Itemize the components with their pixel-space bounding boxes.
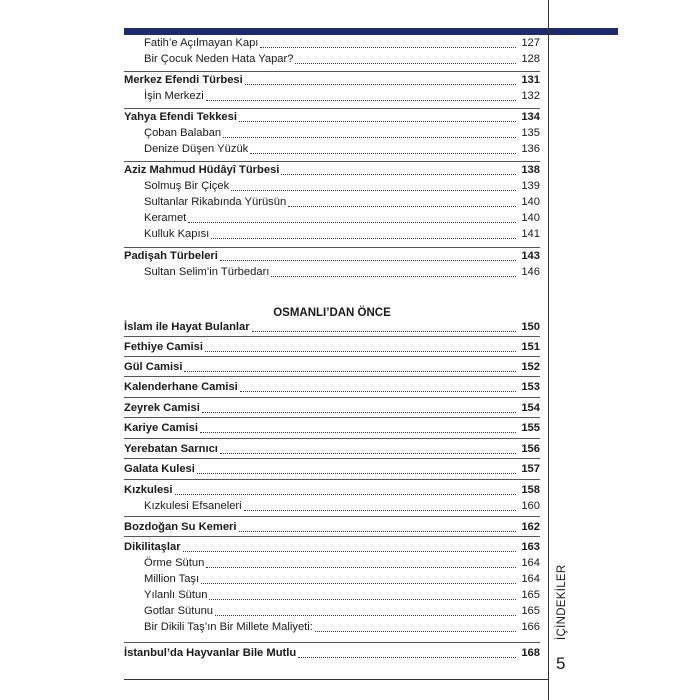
- leader-dots: [220, 250, 516, 261]
- toc-entry-title: Denize Düşen Yüzük: [144, 143, 249, 155]
- leader-dots: [315, 621, 516, 632]
- leader-dots: [288, 196, 516, 207]
- toc-entry: [124, 72, 540, 87]
- toc-entry-title: Dikilitaşlar: [124, 541, 181, 553]
- toc-entry-title: Yerebatan Sarnıcı: [124, 443, 218, 455]
- leader-dots: [183, 541, 516, 552]
- toc-entry-title: Sultan Selim’in Türbedarı: [144, 266, 270, 278]
- toc-entry-title: Merkez Efendi Türbesi: [124, 74, 243, 86]
- leader-dots: [281, 164, 516, 175]
- toc-entry-title: İslam ile Hayat Bulanlar: [124, 321, 250, 333]
- toc-entry-title: Bir Çocuk Neden Hata Yapar?: [144, 53, 294, 65]
- toc-entry: [124, 441, 540, 456]
- toc-entry-title: Yılanlı Sütun: [144, 589, 208, 601]
- toc-entry: [124, 226, 540, 241]
- toc-entry-page: 134: [521, 111, 540, 123]
- leader-dots: [206, 557, 516, 568]
- leader-dots: [184, 361, 516, 372]
- toc-entry: [124, 264, 540, 279]
- toc-entry-page: 165: [521, 589, 540, 601]
- toc-entry-title: Sultanlar Rikabında Yürüsün: [144, 196, 287, 208]
- toc-entry-page: 135: [521, 127, 540, 139]
- leader-dots: [240, 381, 516, 392]
- toc-entry-title: Padişah Türbeleri: [124, 250, 218, 262]
- toc-entry: [124, 619, 540, 634]
- toc-entry-page: 150: [521, 321, 540, 333]
- toc-entry-page: 152: [521, 361, 540, 373]
- toc-entry: [124, 498, 540, 513]
- leader-dots: [209, 589, 516, 600]
- toc-entry-title: Bozdoğan Su Kemeri: [124, 521, 237, 533]
- toc-entry: [124, 539, 540, 554]
- toc-entry-title: İşin Merkezi: [144, 90, 204, 102]
- toc-entry: [124, 587, 540, 602]
- leader-dots: [220, 443, 516, 454]
- toc-entry-page: 139: [521, 180, 540, 192]
- toc-entry: [124, 194, 540, 209]
- footer-rule: [124, 679, 548, 680]
- toc-entry-page: 164: [521, 573, 540, 585]
- toc-entry-page: 140: [521, 196, 540, 208]
- entry-separator: [124, 397, 540, 398]
- section-header: OSMANLI’DAN ÖNCE: [273, 307, 391, 319]
- toc-entry: [124, 571, 540, 586]
- toc-entry-title: Aziz Mahmud Hüdâyî Türbesi: [124, 164, 280, 176]
- toc-entry-page: 153: [521, 381, 540, 393]
- toc-entry: [124, 141, 540, 156]
- leader-dots: [215, 605, 516, 616]
- entry-separator: [124, 516, 540, 517]
- toc-entry: [124, 482, 540, 497]
- toc-entry-page: 164: [521, 557, 540, 569]
- toc-entry: [124, 645, 540, 660]
- entry-separator: [124, 479, 540, 480]
- leader-dots: [188, 212, 516, 223]
- toc-entry: [124, 359, 540, 374]
- leader-dots: [206, 90, 516, 101]
- toc-entry: [124, 319, 540, 334]
- toc-entry: [124, 379, 540, 394]
- toc-entry: [124, 35, 540, 50]
- toc-entry-title: Zeyrek Camisi: [124, 402, 200, 414]
- toc-entry: [124, 51, 540, 66]
- entry-separator: [124, 356, 540, 357]
- toc-entry-title: Yahya Efendi Tekkesi: [124, 111, 237, 123]
- toc-entry-title: Fethiye Camisi: [124, 341, 203, 353]
- leader-dots: [244, 500, 516, 511]
- toc-entry: [124, 461, 540, 476]
- toc-entry-page: 141: [521, 228, 540, 240]
- toc-entry-page: 165: [521, 605, 540, 617]
- leader-dots: [201, 573, 516, 584]
- toc-entry-page: 136: [521, 143, 540, 155]
- toc-entry-page: 143: [521, 250, 540, 262]
- toc-entry-page: 156: [521, 443, 540, 455]
- leader-dots: [200, 422, 516, 433]
- toc-entry: [124, 603, 540, 618]
- toc-entry-page: 128: [521, 53, 540, 65]
- leader-dots: [202, 402, 516, 413]
- toc-entry-page: 163: [521, 541, 540, 553]
- leader-dots: [298, 647, 516, 658]
- toc-entry: [124, 178, 540, 193]
- toc-entry: [124, 125, 540, 140]
- leader-dots: [271, 266, 516, 277]
- toc-entry-title: Solmuş Bir Çiçek: [144, 180, 230, 192]
- toc-entry-title: Örme Sütun: [144, 557, 205, 569]
- toc-entry: [124, 339, 540, 354]
- toc-entry-title: Million Taşı: [144, 573, 200, 585]
- toc-entry-title: Fatih’e Açılmayan Kapı: [144, 37, 259, 49]
- leader-dots: [231, 180, 516, 191]
- toc-entry-title: Kızkulesi Efsaneleri: [144, 500, 242, 512]
- toc-entry-page: 131: [521, 74, 540, 86]
- leader-dots: [211, 228, 516, 239]
- entry-separator: [124, 376, 540, 377]
- toc-entry: [124, 210, 540, 225]
- toc-entry-title: Keramet: [144, 212, 187, 224]
- toc-entry: [124, 519, 540, 534]
- toc-entry-title: Kızkulesi: [124, 484, 173, 496]
- toc-entry-page: 154: [521, 402, 540, 414]
- leader-dots: [223, 127, 516, 138]
- leader-dots: [175, 484, 517, 495]
- entry-separator: [124, 438, 540, 439]
- margin-rule-vertical: [548, 0, 549, 700]
- toc-entry-title: Bir Dikili Taş’ın Bir Millete Maliyeti:: [144, 621, 313, 633]
- toc-entry-title: Kulluk Kapısı: [144, 228, 210, 240]
- toc-entry: [124, 162, 540, 177]
- toc-entry: [124, 555, 540, 570]
- toc-entry-page: 162: [521, 521, 540, 533]
- entry-separator: [124, 458, 540, 459]
- toc-entry-page: 157: [521, 463, 540, 475]
- toc-entry-page: 132: [521, 90, 540, 102]
- toc-entry-page: 160: [521, 500, 540, 512]
- leader-dots: [295, 53, 516, 64]
- toc-entry-title: İstanbul’da Hayvanlar Bile Mutlu: [124, 647, 297, 659]
- toc-entry: [124, 88, 540, 103]
- leader-dots: [239, 521, 516, 532]
- toc-entry: [124, 400, 540, 415]
- toc-entry-page: 168: [521, 647, 540, 659]
- toc-entry-page: 158: [521, 484, 540, 496]
- toc-entry-title: Kariye Camisi: [124, 422, 199, 434]
- toc-entry-page: 155: [521, 422, 540, 434]
- entry-separator: [124, 336, 540, 337]
- toc-entry-page: 151: [521, 341, 540, 353]
- leader-dots: [260, 37, 516, 48]
- top-accent-bar: [124, 28, 618, 35]
- toc-entry-title: Gül Camisi: [124, 361, 183, 373]
- leader-dots: [252, 321, 516, 332]
- leader-dots: [205, 341, 516, 352]
- toc-entry: [124, 109, 540, 124]
- leader-dots: [245, 74, 516, 85]
- toc-entry-page: 138: [521, 164, 540, 176]
- leader-dots: [197, 463, 516, 474]
- toc-entry-title: Gotlar Sütunu: [144, 605, 214, 617]
- leader-dots: [250, 143, 516, 154]
- toc-entry-page: 127: [521, 37, 540, 49]
- toc-entry-page: 166: [521, 621, 540, 633]
- toc-entry-page: 146: [521, 266, 540, 278]
- entry-separator: [124, 642, 540, 643]
- page-number: 5: [556, 654, 566, 673]
- toc-entry-page: 140: [521, 212, 540, 224]
- toc-entry-title: Çoban Balaban: [144, 127, 222, 139]
- leader-dots: [239, 111, 516, 122]
- entry-separator: [124, 417, 540, 418]
- side-label: İÇİNDEKİLER: [556, 564, 568, 640]
- toc-entry: [124, 248, 540, 263]
- toc-entry-title: Kalenderhane Camisi: [124, 381, 238, 393]
- toc-entry-title: Galata Kulesi: [124, 463, 195, 475]
- entry-separator: [124, 536, 540, 537]
- toc-entry: [124, 420, 540, 435]
